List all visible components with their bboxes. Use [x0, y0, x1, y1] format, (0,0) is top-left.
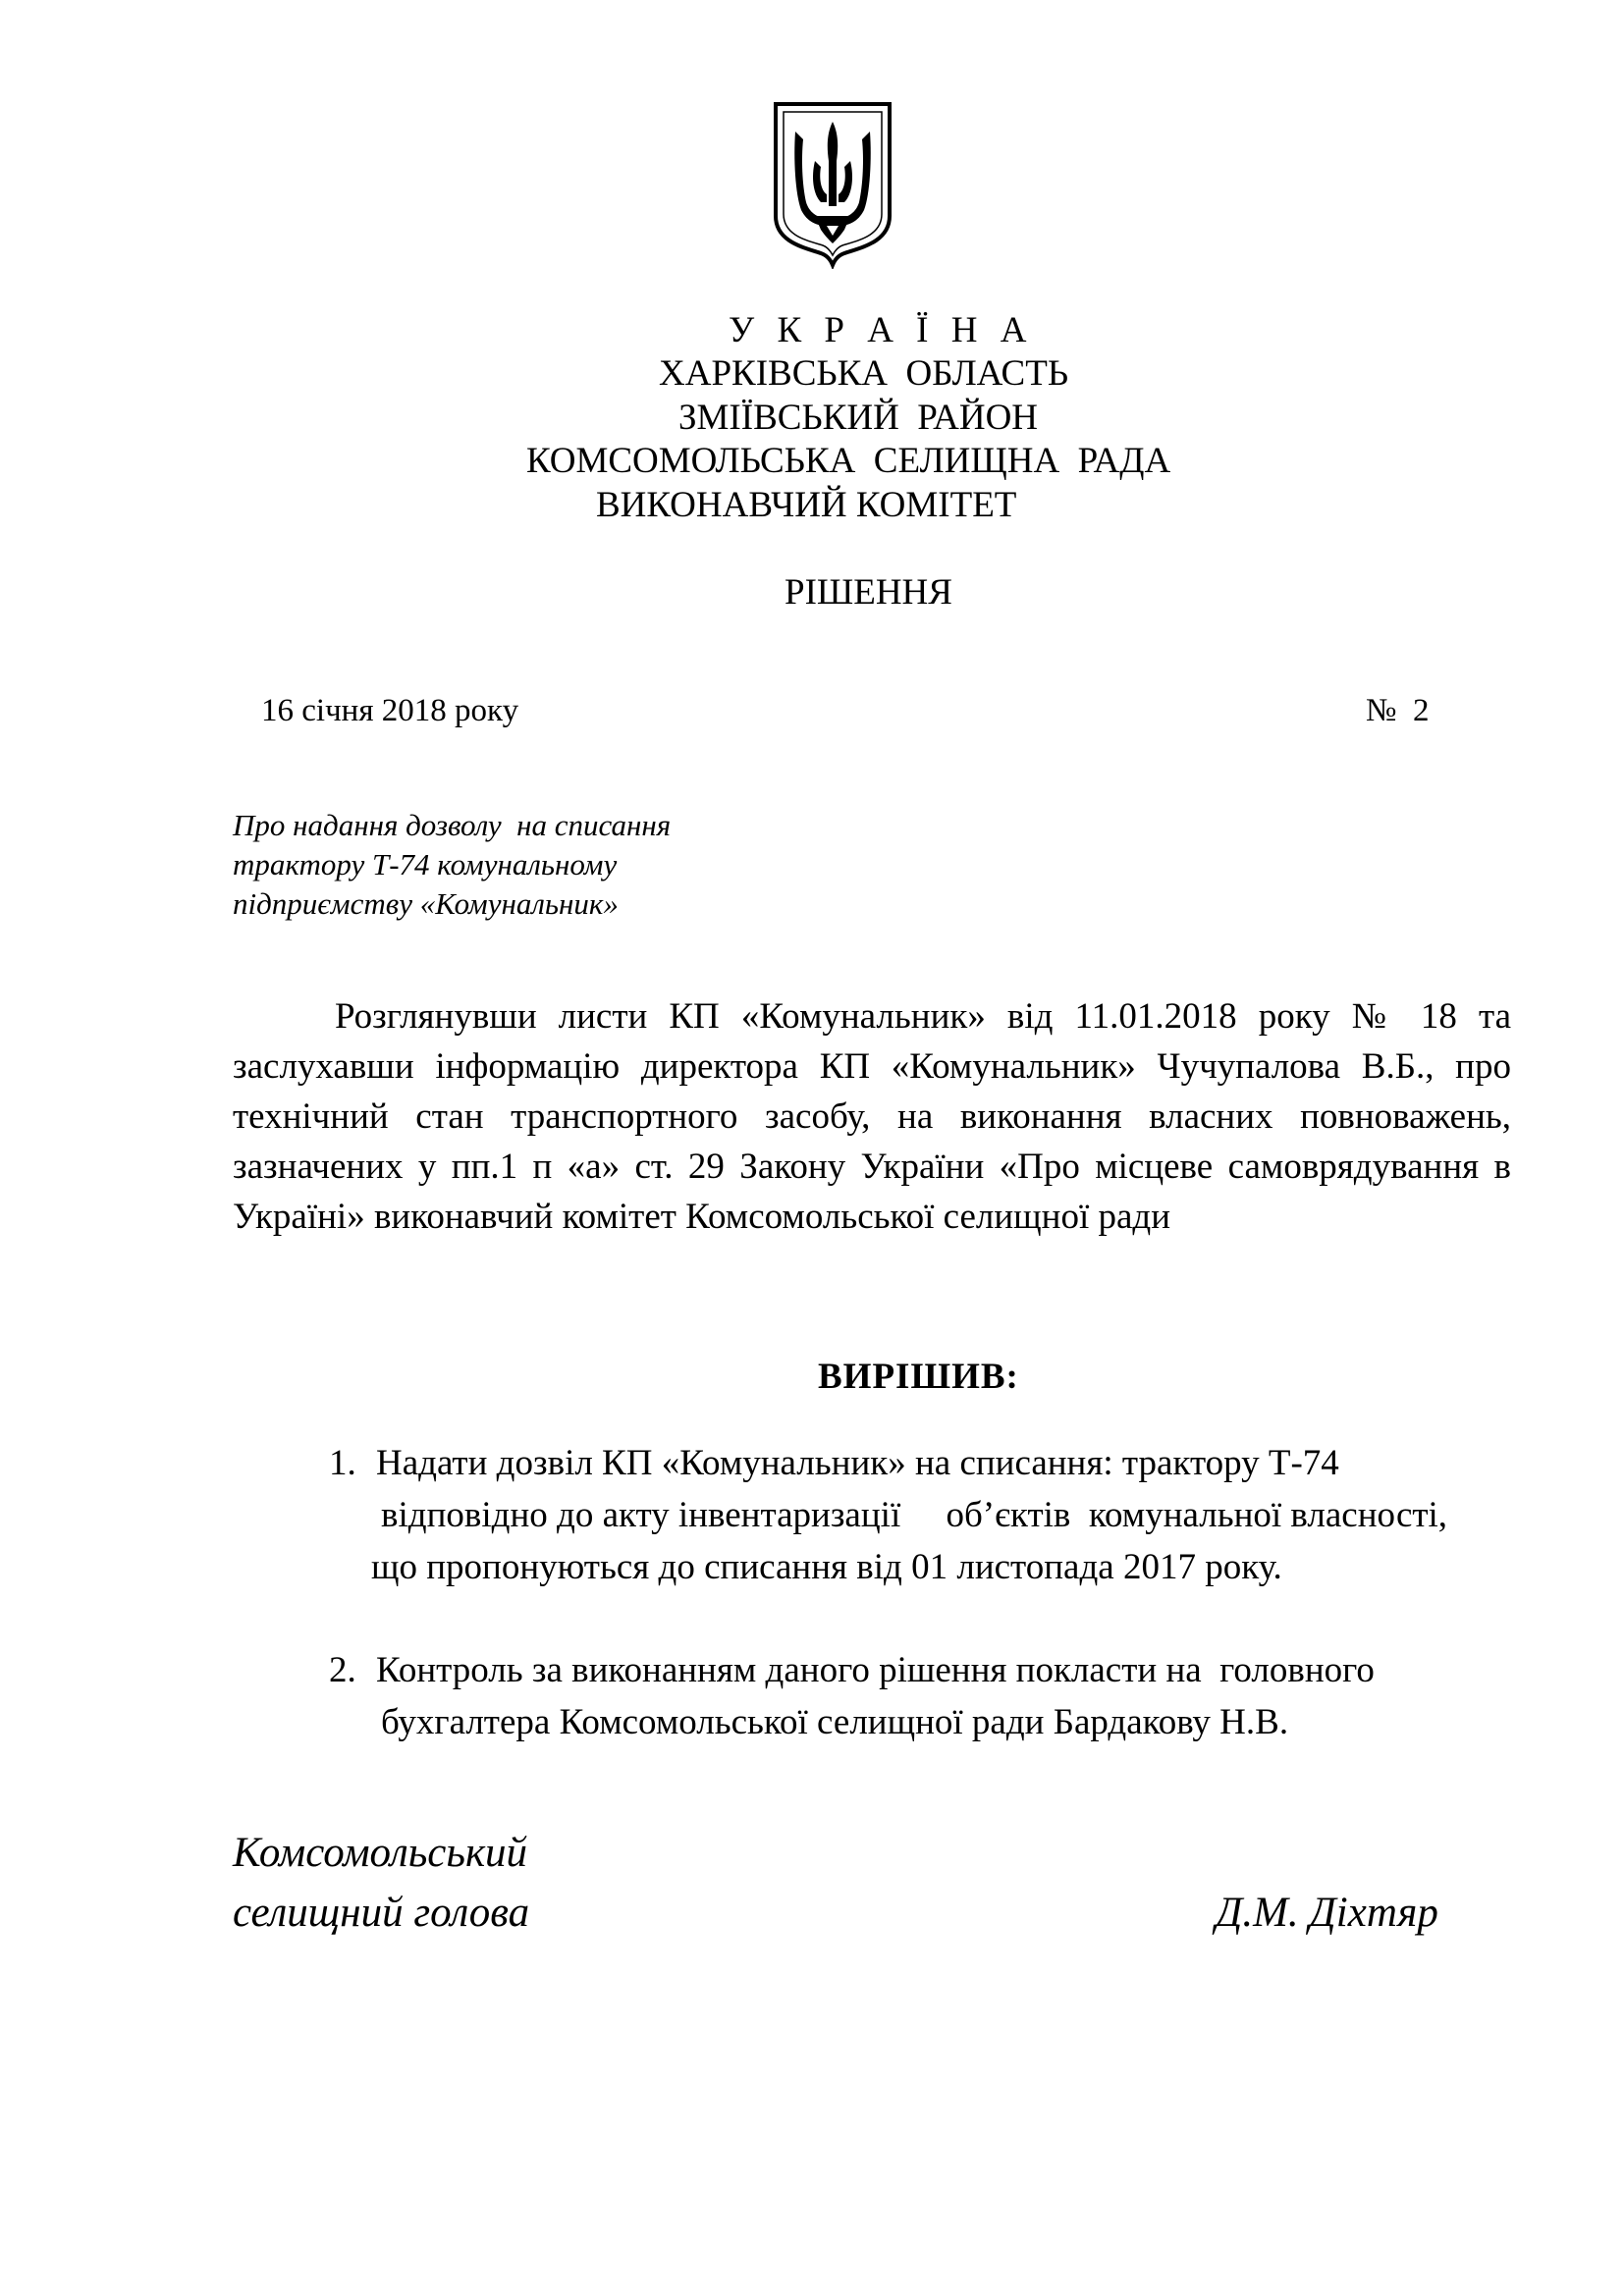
preamble-paragraph: Розглянувши листи КП «Комунальник» від 11.01.2018 року № 18 та заслухавши інформацію директора КП «Комунальник» Чучупалова В.Б., про технічний стан транспортного засобу, на виконання власних повноважень, зазначених у пп.1 п «а» ст. 29 Закону України «Про місцеве самоврядування в Україні» виконавчий комітет Комсомольської селищної ради	[233, 996, 1511, 1237]
coat-of-arms-icon	[772, 100, 893, 269]
subject-line: трактору Т-74 комунальному	[233, 847, 618, 881]
header-committee: ВИКОНАВЧИЙ КОМІТЕТ	[596, 485, 1017, 525]
header-council: КОМСОМОЛЬСЬКА СЕЛИЩНА РАДА	[526, 441, 1171, 481]
decision-item-line: бухгалтера Комсомольської селищної ради Бардакову Н.В.	[381, 1702, 1289, 1742]
decision-item-line: що пропонуються до списання від 01 листопада 2017 року.	[371, 1547, 1282, 1587]
subject-line: Про надання дозволу на списання	[233, 808, 672, 842]
decision-item-number: 2.	[329, 1650, 356, 1690]
subject-line: підприємству «Комунальник»	[233, 886, 619, 921]
document-number: № 2	[1366, 693, 1430, 728]
document-subject	[233, 806, 822, 924]
decision-item	[329, 1438, 1507, 1595]
signatory-title-line: селищний голова	[233, 1890, 530, 1936]
decision-item-line: Контроль за виконанням даного рішення покласти на головного	[376, 1650, 1375, 1690]
header-rayon: ЗМІЇВСЬКИЙ РАЙОН	[678, 398, 1039, 438]
document-type: РІШЕННЯ	[785, 572, 952, 613]
header-country: У К Р А Ї Н А	[729, 310, 1034, 350]
decision-item-line: Надати дозвіл КП «Комунальник» на списання: трактору Т-74	[376, 1443, 1339, 1483]
header-oblast: ХАРКІВСЬКА ОБЛАСТЬ	[659, 353, 1069, 394]
signatory-name: Д.М. Діхтяр	[1216, 1890, 1438, 1936]
document-date: 16 січня 2018 року	[261, 693, 519, 728]
decision-item	[329, 1645, 1507, 1753]
decision-item-line: відповідно до акту інвентаризації об’єктів комунальної власності,	[381, 1495, 1448, 1535]
decision-item-number: 1.	[329, 1443, 356, 1483]
signatory-title-line: Комсомольський	[233, 1830, 528, 1876]
decision-heading: ВИРІШИВ:	[818, 1357, 1019, 1397]
